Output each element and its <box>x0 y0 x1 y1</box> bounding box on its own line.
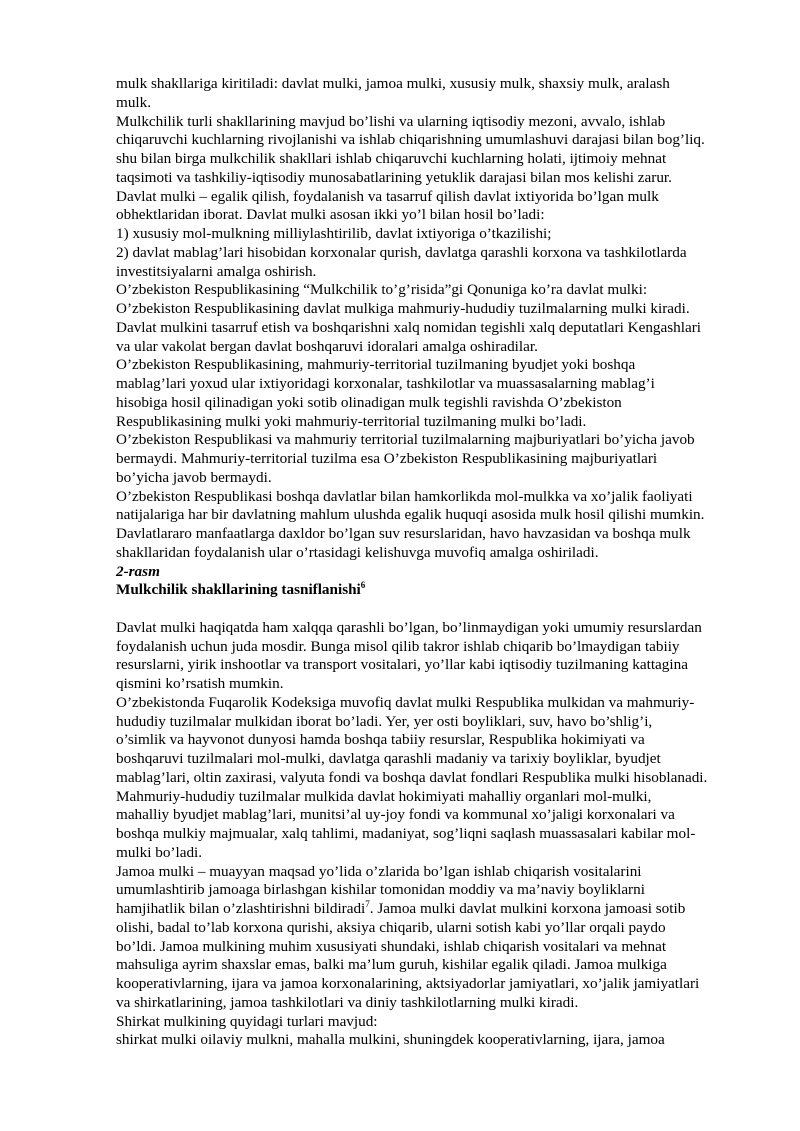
list-item-nationalization: 1) xususiy mol-mulkning milliylashtirilib, davlat ixtiyoriga o’tkazilishi; <box>116 225 552 242</box>
paragraph-law-reference: O’zbekiston Respublikasining “Mulkchilik to’g’risida”gi Qonuniga ko’ra davlat mulki: <box>116 281 648 299</box>
collective-text-part2: . Jamoa mulki davlat mulkini korxona jamoasi sotib olishi, badal to’lab korxona qurishi, aksiya chiqarib, ularni sotish kabi yo’llar orqali paydo bo’ldi. Jamoa mulkining muhim xususiyati shundaki, ishlab chiqarish vositalari va mehnat mahsuliga ayrim shaxslar emas, balki ma’lum guruh, kishilar egalik qiladi. Jamoa mulkiga kooperativlarning, ijara va jamoa korxonalarining, aktsiyadorlar jamiyatlari, xo’jalik jamiyatlari va shirkatlarining, jamoa tashkilotlari va diniy tashkilotlarning mulki kiradi. <box>116 900 700 1011</box>
paragraph-budget-property: O’zbekiston Respublikasining, mahmuriy-territorial tuzilmaning byudjet yoki boshqa mablag’lari yoxud ular ixtiyoridagi korxonalar, tashkilotlar va muassasalarning mablag’i hisobiga hosil qilinadigan yoki sotib olinadigan mulk tegishli ravishda O’zbekiston Respublikasining mulki yoki mahmuriy-territorial tuzilmaning mulki bo’ladi. <box>116 356 655 430</box>
blank-line <box>116 600 750 619</box>
paragraph-shirkat-property: shirkat mulki oilaviy mulkni, mahalla mulkini, shuningdek kooperativlarning, ijara, jamoa <box>116 1031 665 1049</box>
collective-text-part1: Jamoa mulki – muayyan maqsad yo’lida o’zlarida bo’lgan ishlab chiqarish vositalarini umumlashtirib jamoaga birlashgan kishilar tomonidan moddiy va ma’naviy boyliklarni hamjihatlik bilan o’zlashtirishni bildiradi <box>116 862 645 917</box>
paragraph-property-forms: mulk shakllariga kiritiladi: davlat mulki, jamoa mulki, xususiy mulk, shaxsiy mulk, aralash mulk. <box>116 75 670 111</box>
list-item-state-funds: 2) davlat mablag’lari hisobidan korxonalar qurish, davlatga qarashli korxona va tashkilotlarda investitsiyalarni amalga oshirish. <box>116 243 687 280</box>
paragraph-state-property-definition: Davlat mulki – egalik qilish, foydalanish va tasarruf qilish davlat ixtiyorida bo’lgan mulk obhektlaridan iborat. Davlat mulki asosan ikki yo’l bilan hosil bo’ladi: <box>116 187 659 224</box>
paragraph-international-cooperation: O’zbekiston Respublikasi boshqa davlatlar bilan hamkorlikda mol-mulkka va xo’jalik faoliyati natijalariga har bir davlatning mahlum ulushda egalik huquqi asosida mulk hosil qilishi mumkin. Davlatlararo manfaatlarga daxldor bo’lgan suv resurslaridan, havo havzasidan va boshqa mulk shakllaridan foydalanish ular o’rtasidagi kelishuvga muvofiq amalga oshiriladi. <box>116 487 705 561</box>
paragraph-shirkat-types: Shirkat mulkining quyidagi turlari mavjud: <box>116 1012 378 1030</box>
figure-title: Mulkchilik shakllarining tasniflanishi <box>116 581 361 599</box>
figure-number: 2-rasm <box>116 562 160 580</box>
paragraph-state-property-management: O’zbekiston Respublikasining davlat mulkiga mahmuriy-hududiy tuzilmalarning mulki kiradi. Davlat mulkini tasarruf etish va boshqarishni xalq nomidan tegishli xalq deputatlari Kengashlari va ular vakolat bergan davlat boshqaruvi idoralari amalga oshiradilar. <box>116 300 702 355</box>
paragraph-collective-property <box>116 863 750 1013</box>
paragraph-liabilities: O’zbekiston Respublikasi va mahmuriy territorial tuzilmalarning majburiyatlari bo’yicha javob bermaydi. Mahmuriy-territorial tuzilma esa O’zbekiston Respublikasining majburiyatlari bo’yicha javob bermaydi. <box>116 431 695 486</box>
paragraph-ownership-criteria: Mulkchilik turli shakllarining mavjud bo’lishi va ularning iqtisodiy mezoni, avvalo, ishlab chiqaruvchi kuchlarning rivojlanishi va ishlab chiqarishning umumlashuvi darajasi bilan bog’liq. shu bilan birga mulkchilik shakllari ishlab chiqaruvchi kuchlarning holati, ijtimoiy mehnat taqsimoti va tashkiliy-iqtisodiy munosabatlarining yetuklik darajasi bilan mos kelishi zarur. <box>116 112 705 186</box>
paragraph-state-property-usage: Davlat mulki haqiqatda ham xalqqa qarashli bo’lgan, bo’linmaydigan yoki umumiy resurslardan foydalanish uchun juda mosdir. Bunga misol qilib takror ishlab chiqarib bo’lmaydigan tabiiy resurslarni, yirik inshootlar va transport vositalari, yo’llar kabi iqtisodiy tuzilmaning kattagina qismini ko’rsatish mumkin. <box>116 618 702 692</box>
footnote-mark-6: 6 <box>360 580 366 591</box>
figure-caption <box>116 581 750 600</box>
footnote-mark-7: 7 <box>365 898 370 909</box>
paragraph-civil-code: O’zbekistonda Fuqarolik Kodeksiga muvofiq davlat mulki Respublika mulkidan va mahmuriy- hududiy tuzilmalar mulkidan iborat bo’ladi. Yer, yer osti boyliklari, suv, havo bo’shlig’i, o’simlik va hayvonot dunyosi hamda boshqa tabiiy resurslar, Respublika hokimiyati va boshqaruvi tuzilmalari mol-mulki, davlatga qarashli madaniy va tarixiy boyliklar, byudjet mablag’lari, oltin zaxirasi, valyuta fondi va boshqa davlat fondlari Respublika mulki hisoblanadi. Mahmuriy-hududiy tuzilmalar mulkida davlat hokimiyati mahalliy organlari mol-mulki, mahalliy byudjet mablag’lari, munitsi’al uy-joy fondi va kommunal xo’jaligi korxonalari va boshqa mulkiy majmualar, xalq tahlimi, madaniyat, sog’liqni saqlash muassasalari kabilar mol- mulki bo’ladi. <box>116 693 708 861</box>
